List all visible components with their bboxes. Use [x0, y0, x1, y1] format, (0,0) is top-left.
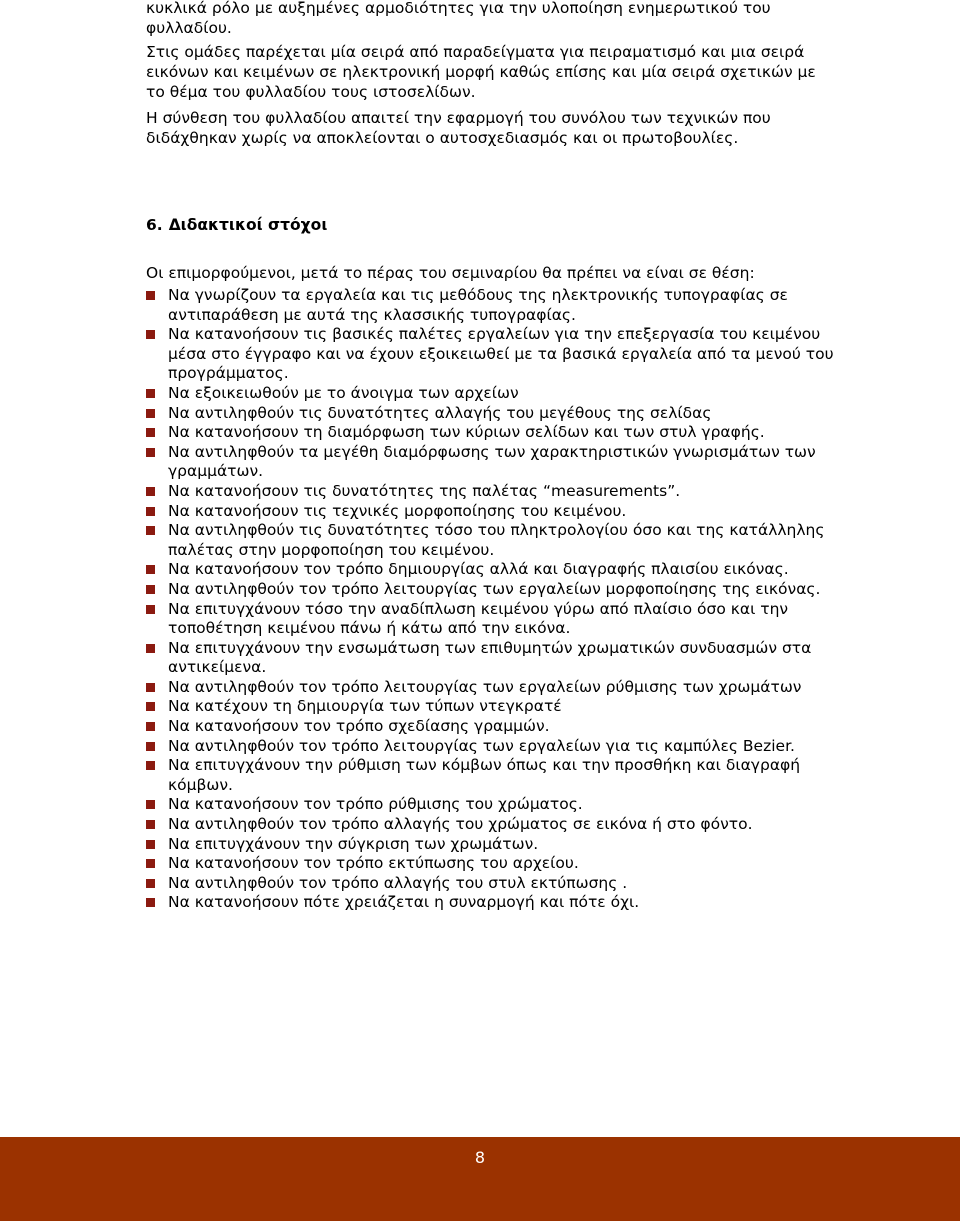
goal-text: Να κατανοήσουν τις βασικές παλέτες εργαλείων για την επεξεργασία του κειμένου μέσα στο έγγραφο και να έχουν εξοικειωθεί με τα βασικά εργαλεία από τα μενού του προγράμματος.	[168, 325, 834, 383]
square-bullet-icon	[146, 291, 155, 300]
goal-text: Να κατανοήσουν πότε χρειάζεται η συναρμογή και πότε όχι.	[168, 893, 640, 912]
square-bullet-icon	[146, 389, 155, 398]
goal-list-item	[146, 502, 836, 522]
paragraph-2: Στις ομάδες παρέχεται μία σειρά από παραδείγματα για πειραματισμό και μια σειρά εικόνων και κειμένων σε ηλεκτρονική μορφή καθώς επίσης και μία σειρά σχετικών με το θέμα του φυλλαδίου τους ιστοσελίδων.	[146, 43, 816, 101]
goal-text: Να επιτυγχάνουν την ενσωμάτωση των επιθυμητών χρωματικών συνδυασμών στα αντικείμενα.	[168, 638, 812, 677]
square-bullet-icon	[146, 840, 155, 849]
goal-list-item	[146, 600, 836, 639]
goal-list-item	[146, 835, 836, 855]
goal-text: Να αντιληφθούν τον τρόπο λειτουργίας των εργαλείων για τις καμπύλες Bezier.	[168, 736, 795, 755]
section-intro: Οι επιμορφούμενοι, μετά το πέρας του σεμιναρίου θα πρέπει να είναι σε θέση:	[146, 264, 755, 282]
goals-list	[146, 286, 836, 913]
square-bullet-icon	[146, 761, 155, 770]
square-bullet-icon	[146, 605, 155, 614]
square-bullet-icon	[146, 428, 155, 437]
paragraph-3: Η σύνθεση του φυλλαδίου απαιτεί την εφαρμογή του συνόλου των τεχνικών που διδάχθηκαν χωρίς να αποκλείονται ο αυτοσχεδιασμός και οι πρωτοβουλίες.	[146, 109, 771, 147]
goal-list-item	[146, 854, 836, 874]
goal-text: Να επιτυγχάνουν την σύγκριση των χρωμάτων.	[168, 834, 539, 853]
section-number: 6.	[146, 216, 163, 234]
goal-text: Να κατανοήσουν τις τεχνικές μορφοποίησης του κειμένου.	[168, 501, 627, 520]
goal-list-item	[146, 893, 836, 913]
goal-list-item	[146, 874, 836, 894]
goal-text: Να κατανοήσουν τον τρόπο δημιουργίας αλλά και διαγραφής πλαισίου εικόνας.	[168, 560, 789, 579]
goal-text: Να αντιληφθούν τα μεγέθη διαμόρφωσης των χαρακτηριστικών γνωρισμάτων των γραμμάτων.	[168, 442, 816, 481]
goal-text: Να κατανοήσουν τον τρόπο ρύθμισης του χρώματος.	[168, 795, 583, 814]
page-footer	[0, 1137, 960, 1221]
square-bullet-icon	[146, 585, 155, 594]
square-bullet-icon	[146, 683, 155, 692]
goal-list-item	[146, 697, 836, 717]
goal-list-item	[146, 756, 836, 795]
square-bullet-icon	[146, 742, 155, 751]
goal-text: Να γνωρίζουν τα εργαλεία και τις μεθόδους της ηλεκτρονικής τυπογραφίας σε αντιπαράθεση με αυτά της κλασσικής τυπογραφίας.	[168, 286, 788, 324]
goal-text: Να επιτυγχάνουν τόσο την αναδίπλωση κειμένου γύρω από πλαίσιο όσο και την τοποθέτηση κειμένου πάνω ή κάτω από την εικόνα.	[168, 599, 789, 638]
goal-list-item	[146, 737, 836, 757]
goal-list-item	[146, 286, 836, 325]
goal-list-item	[146, 325, 836, 384]
goal-text: Να αντιληφθούν τον τρόπο λειτουργίας των εργαλείων μορφοποίησης της εικόνας.	[168, 579, 821, 598]
square-bullet-icon	[146, 879, 155, 888]
goal-text: Να αντιληφθούν τις δυνατότητες τόσο του πληκτρολογίου όσο και της κατάλληλης παλέτας στην μορφοποίηση του κειμένου.	[168, 521, 825, 559]
goal-text: Να κατανοήσουν τον τρόπο εκτύπωσης του αρχείου.	[168, 854, 579, 873]
goal-list-item	[146, 717, 836, 737]
goal-list-item	[146, 678, 836, 698]
goal-list-item	[146, 423, 836, 443]
goal-text: Να κατανοήσουν τις δυνατότητες της παλέτας “measurements”.	[168, 481, 681, 500]
page-number: 8	[474, 1148, 486, 1167]
goal-list-item	[146, 580, 836, 600]
square-bullet-icon	[146, 565, 155, 574]
goal-list-item	[146, 795, 836, 815]
square-bullet-icon	[146, 644, 155, 653]
goal-text: Να αντιληφθούν τις δυνατότητες αλλαγής του μεγέθους της σελίδας	[168, 403, 712, 422]
goal-list-item	[146, 482, 836, 502]
square-bullet-icon	[146, 859, 155, 868]
goal-text: Να κατανοήσουν τον τρόπο σχεδίασης γραμμών.	[168, 717, 550, 736]
square-bullet-icon	[146, 448, 155, 457]
goal-list-item	[146, 521, 836, 560]
goal-list-item	[146, 639, 836, 678]
goal-list-item	[146, 815, 836, 835]
square-bullet-icon	[146, 898, 155, 907]
square-bullet-icon	[146, 487, 155, 496]
square-bullet-icon	[146, 722, 155, 731]
section-title: Διδακτικοί στόχοι	[168, 216, 328, 234]
square-bullet-icon	[146, 526, 155, 535]
square-bullet-icon	[146, 800, 155, 809]
goal-text: Να αντιληφθούν τον τρόπο αλλαγής του χρώματος σε εικόνα ή στο φόντο.	[168, 815, 753, 834]
paragraph-1: κυκλικά ρόλο με αυξημένες αρμοδιότητες για την υλοποίηση ενημερωτικού του φυλλαδίου.	[146, 0, 771, 37]
goal-text: Να εξοικειωθούν με το άνοιγμα των αρχείων	[168, 383, 519, 402]
goal-text: Να επιτυγχάνουν την ρύθμιση των κόμβων όπως και την προσθήκη και διαγραφή κόμβων.	[168, 756, 801, 794]
goal-list-item	[146, 384, 836, 404]
goal-text: Να αντιληφθούν τον τρόπο λειτουργίας των εργαλείων ρύθμισης των χρωμάτων	[168, 677, 802, 696]
square-bullet-icon	[146, 702, 155, 711]
goal-text: Να κατανοήσουν τη διαμόρφωση των κύριων σελίδων και των στυλ γραφής.	[168, 423, 765, 442]
goal-list-item	[146, 560, 836, 580]
square-bullet-icon	[146, 409, 155, 418]
square-bullet-icon	[146, 820, 155, 829]
square-bullet-icon	[146, 507, 155, 516]
goal-list-item	[146, 443, 836, 482]
goal-text: Να αντιληφθούν τον τρόπο αλλαγής του στυλ εκτύπωσης .	[168, 873, 628, 892]
goal-list-item	[146, 404, 836, 424]
square-bullet-icon	[146, 330, 155, 339]
goal-text: Να κατέχουν τη δημιουργία των τύπων ντεγκρατέ	[168, 697, 562, 716]
section-heading	[146, 215, 327, 235]
